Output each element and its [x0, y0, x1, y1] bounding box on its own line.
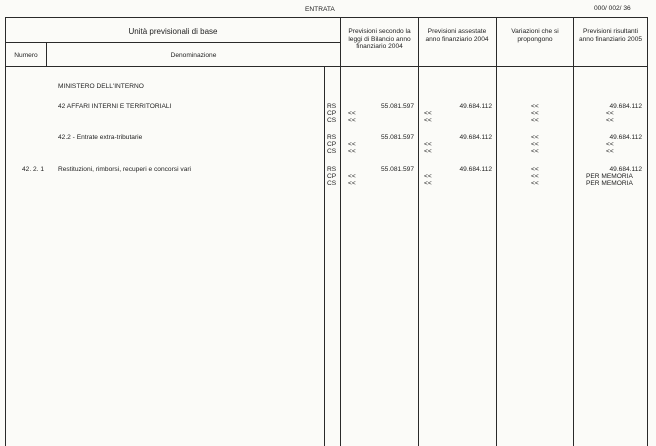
row-col4-values: [586, 166, 642, 188]
value-cp: <<: [348, 173, 356, 181]
value-cp: <<: [424, 141, 432, 149]
row-col2-values: [424, 166, 492, 188]
value-rs: 49.684.112: [609, 166, 642, 173]
row-denominazione: 42 AFFARI INTERNI E TERRITORIALI: [58, 103, 172, 110]
value-cp: <<: [606, 141, 614, 149]
type-cs: CS: [327, 148, 337, 156]
value-cs: <<: [424, 180, 432, 188]
type-cp: CP: [327, 173, 337, 181]
type-rs: RS: [327, 103, 337, 110]
value-cp: <<: [348, 141, 356, 149]
row-types: [327, 166, 336, 188]
row-types: [327, 103, 336, 125]
value-rs: 55.081.597: [380, 166, 414, 173]
row-col2-values: [424, 103, 492, 125]
numero-header: Numero: [14, 52, 38, 59]
row-col1-values: [348, 134, 414, 156]
table-top-border: [5, 17, 648, 18]
row-col2-values: [424, 134, 492, 156]
value-rs: 49.684.112: [459, 166, 492, 173]
value-cp: <<: [531, 141, 539, 149]
value-rs: 49.684.112: [609, 103, 642, 110]
value-rs: 49.684.112: [459, 134, 492, 141]
vertical-divider-3: [496, 17, 497, 446]
col3-header: Variazioni che si propongono: [511, 28, 559, 43]
row-col4-values: [606, 134, 642, 156]
value-cp: <<: [424, 110, 432, 118]
type-rs: RS: [327, 166, 337, 173]
col4-header: Previsioni risultanti anno finanziario 2005: [578, 28, 643, 43]
value-cs: <<: [606, 148, 614, 156]
value-rs: 49.684.112: [459, 103, 492, 110]
value-cs: <<: [348, 180, 356, 188]
value-rs: <<: [531, 166, 539, 173]
value-cp: <<: [348, 110, 356, 118]
unita-previsionali-title: Unità previsionali di base: [128, 27, 218, 36]
type-cp: CP: [327, 110, 337, 118]
type-cp: CP: [327, 141, 337, 149]
page-code: 000/ 002/ 36: [594, 5, 631, 12]
value-cs: <<: [424, 117, 432, 125]
value-cs: <<: [606, 117, 614, 125]
vertical-divider-4: [573, 17, 574, 446]
row-types: [327, 134, 336, 156]
row-numero: 42. 2. 1: [22, 166, 44, 173]
value-cp: <<: [531, 173, 539, 181]
row-col3-values: [531, 134, 539, 156]
value-cs: <<: [531, 117, 539, 125]
table-left-border: [5, 17, 6, 446]
table-right-border: [647, 17, 648, 446]
row-col4-values: [606, 103, 642, 125]
value-cs: <<: [531, 148, 539, 156]
value-rs: 55.081.597: [380, 134, 414, 141]
denominazione-header: Denominazione: [170, 52, 217, 59]
value-cs: <<: [531, 180, 539, 188]
header-bottom-border: [5, 66, 648, 67]
col2-header: Previsioni assestate anno finanziario 2004: [425, 28, 489, 43]
vertical-divider-1: [340, 17, 341, 446]
value-cp: PER MEMORIA: [586, 173, 633, 181]
header-divider-upb: [5, 42, 340, 43]
type-cs: CS: [327, 117, 337, 125]
vertical-divider-2: [418, 17, 419, 446]
page-header-title: ENTRATA: [305, 6, 335, 13]
col1-header: Previsioni secondo la leggi di Bilancio anno finanziario 2004: [348, 28, 411, 51]
row-denominazione: 42.2 - Entrate extra-tributarie: [58, 134, 143, 141]
type-column-divider: [324, 67, 325, 446]
value-rs: 49.684.112: [609, 134, 642, 141]
row-col1-values: [348, 166, 414, 188]
value-rs: <<: [531, 103, 539, 110]
row-col3-values: [531, 166, 539, 188]
value-cs: <<: [348, 117, 356, 125]
row-col1-values: [348, 103, 414, 125]
value-cs: PER MEMORIA: [586, 180, 633, 188]
value-cp: <<: [531, 110, 539, 118]
value-cs: <<: [348, 148, 356, 156]
type-cs: CS: [327, 180, 337, 188]
value-rs: 55.081.597: [380, 103, 414, 110]
type-rs: RS: [327, 134, 337, 141]
value-cp: <<: [424, 173, 432, 181]
value-cp: <<: [606, 110, 614, 118]
row-denominazione: Restituzioni, rimborsi, recuperi e concorsi vari: [58, 166, 192, 173]
row-col3-values: [531, 103, 539, 125]
ministry-name: MINISTERO DELL'INTERNO: [58, 83, 144, 90]
value-cs: <<: [424, 148, 432, 156]
value-rs: <<: [531, 134, 539, 141]
